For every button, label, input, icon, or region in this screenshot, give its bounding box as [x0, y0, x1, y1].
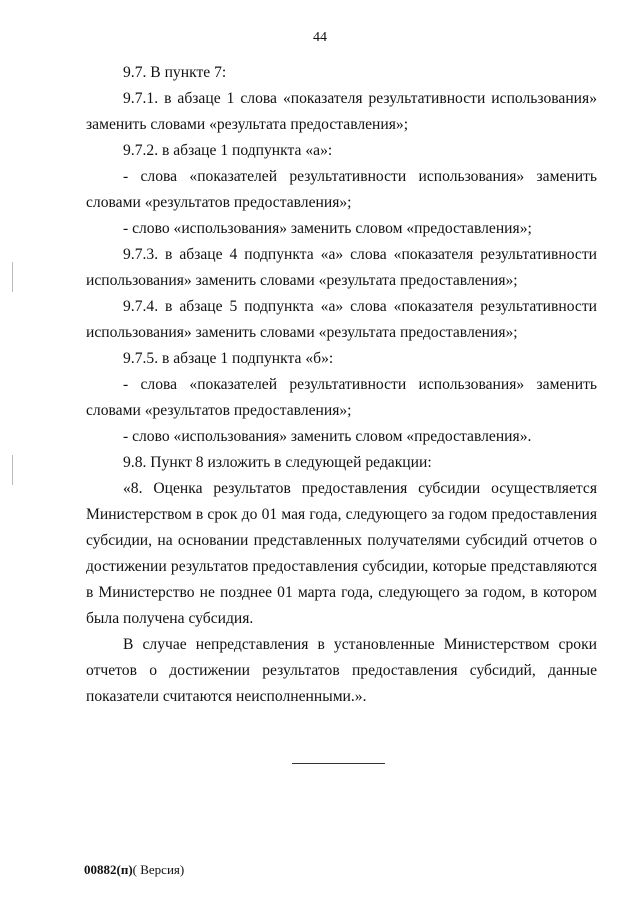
document-body: [86, 60, 597, 710]
margin-mark: [12, 262, 13, 292]
paragraph-9-8: 9.8. Пункт 8 изложить в следующей редакции:: [123, 454, 432, 471]
quoted-paragraph-8: «8. Оценка результатов предоставления субсидии осуществляется Министерством в срок до 01 мая года, следующего за годом предоставления субсидии, на основании представленных получателями субсидий отчетов о достижении результатов предоставления субсидии, которые представляются в Министерство не позднее 01 марта года, следующего за годом, в котором была получена субсидия.: [86, 480, 597, 627]
paragraph-9-7-3: 9.7.3. в абзаце 4 подпункта «а» слова «показателя результативности использования» заменить словами «результата предоставления»;: [86, 246, 597, 289]
margin-mark: [12, 455, 13, 485]
list-item-9-7-2-b: - слово «использования» заменить словом «предоставления»;: [123, 220, 532, 237]
document-code: 00882(п): [84, 862, 133, 877]
paragraph-9-7-1: 9.7.1. в абзаце 1 слова «показателя результативности использования» заменить словами «результата предоставления»;: [86, 90, 597, 133]
list-item-9-7-2-a: - слова «показателей результативности использования» заменить словами «результатов предоставления»;: [86, 168, 597, 211]
paragraph-9-7-5: 9.7.5. в абзаце 1 подпункта «б»:: [123, 350, 334, 367]
page-number: 44: [313, 30, 327, 45]
paragraph-9-7-4: 9.7.4. в абзаце 5 подпункта «а» слова «показателя результативности использования» заменить словами «результата предоставления»;: [86, 298, 597, 341]
version-label: ( Версия): [132, 862, 185, 877]
quoted-paragraph-8-continued: В случае непредставления в установленные Министерством сроки отчетов о достижении результатов предоставления субсидий, данные показатели считаются неисполненными.».: [86, 636, 597, 705]
list-item-9-7-5-b: - слово «использования» заменить словом «предоставления».: [123, 428, 532, 445]
footer: [84, 862, 184, 878]
paragraph-9-7: 9.7. В пункте 7:: [123, 64, 227, 81]
paragraph-9-7-2: 9.7.2. в абзаце 1 подпункта «а»:: [123, 142, 333, 159]
list-item-9-7-5-a: - слова «показателей результативности использования» заменить словами «результатов предоставления»;: [86, 376, 597, 419]
end-separator-line: [292, 763, 385, 764]
